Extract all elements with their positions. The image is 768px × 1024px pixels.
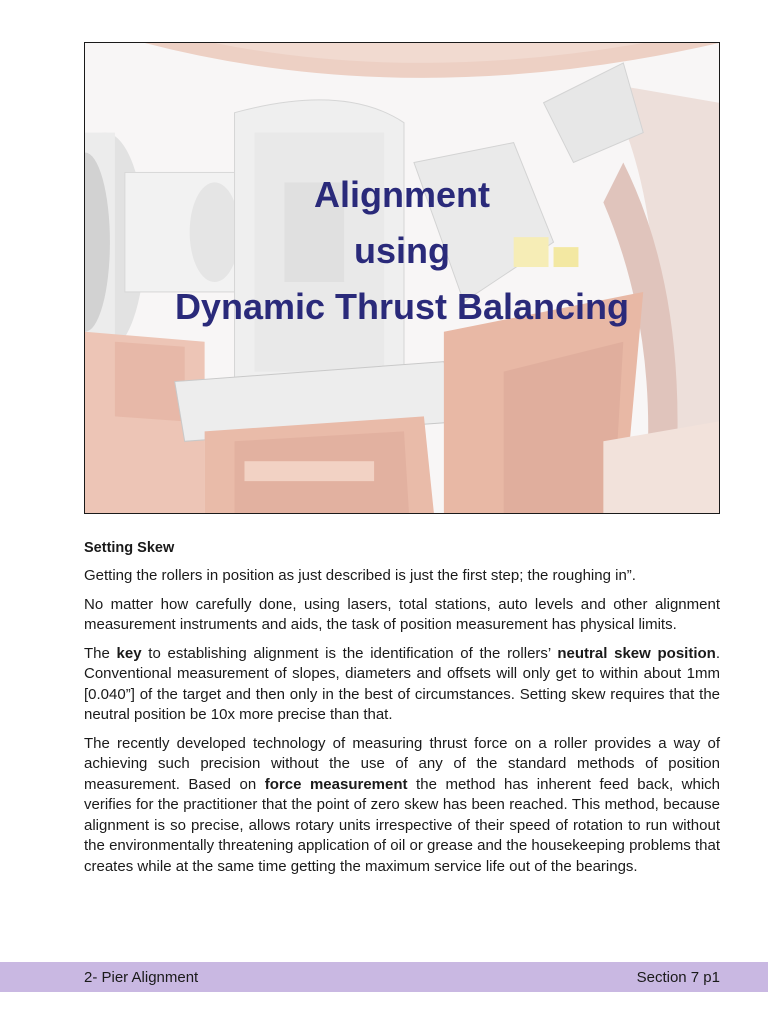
p3-text-1: The (84, 644, 117, 662)
hero-title-line-1: Alignment (314, 174, 490, 215)
p3-bold-neutral-skew: neutral skew position (557, 644, 716, 662)
hero-image-panel (84, 42, 720, 514)
p3-bold-key: key (116, 644, 142, 662)
p4-text-2: the method has inherent feed back, which verifies for the practitioner that the point of zero skew has been reached. This method, because alignment is so precise, allows rotary units irrespective of their speed of rotation to run without the environmentally threatening application of oil or grease and the housekeeping problems that creates while at the same time getting the maximum service life out of the bearings. (84, 775, 721, 875)
p3-text-2: to establishing alignment is the identification of the rollers’ (141, 644, 558, 662)
p4-bold-force-measurement: force measurement (264, 775, 408, 793)
p4-text-1: The recently developed technology of measuring thrust force on a roller provides a way of achieving such precision without the use of any of the standard methods of position measurement. Based on (84, 734, 720, 793)
p3-text-3: . Conventional measurement of slopes, diameters and offsets will only get to within about 1mm [0.040”] of the target and then only in the best of circumstances. Setting skew requires that the neutral position be 10x more precise than that. (84, 644, 720, 723)
footer-chapter: 2- Pier Alignment (84, 969, 199, 986)
page-footer (0, 962, 768, 992)
paragraph-4 (84, 734, 720, 878)
hero-title-line-2: using (354, 230, 450, 271)
paragraph-2: No matter how carefully done, using lasers, total stations, auto levels and other alignment measurement instruments and aids, the task of position measurement has physical limits. (84, 595, 720, 633)
hero-title-line-3: Dynamic Thrust Balancing (174, 286, 630, 327)
footer-page-number: Section 7 p1 (636, 969, 720, 986)
paragraph-1: Getting the rollers in position as just described is just the first step; the roughing in”. (84, 567, 636, 584)
section-heading: Setting Skew (84, 540, 175, 556)
paragraph-3 (84, 644, 720, 726)
section-content (84, 538, 720, 885)
hero-title (85, 167, 719, 335)
